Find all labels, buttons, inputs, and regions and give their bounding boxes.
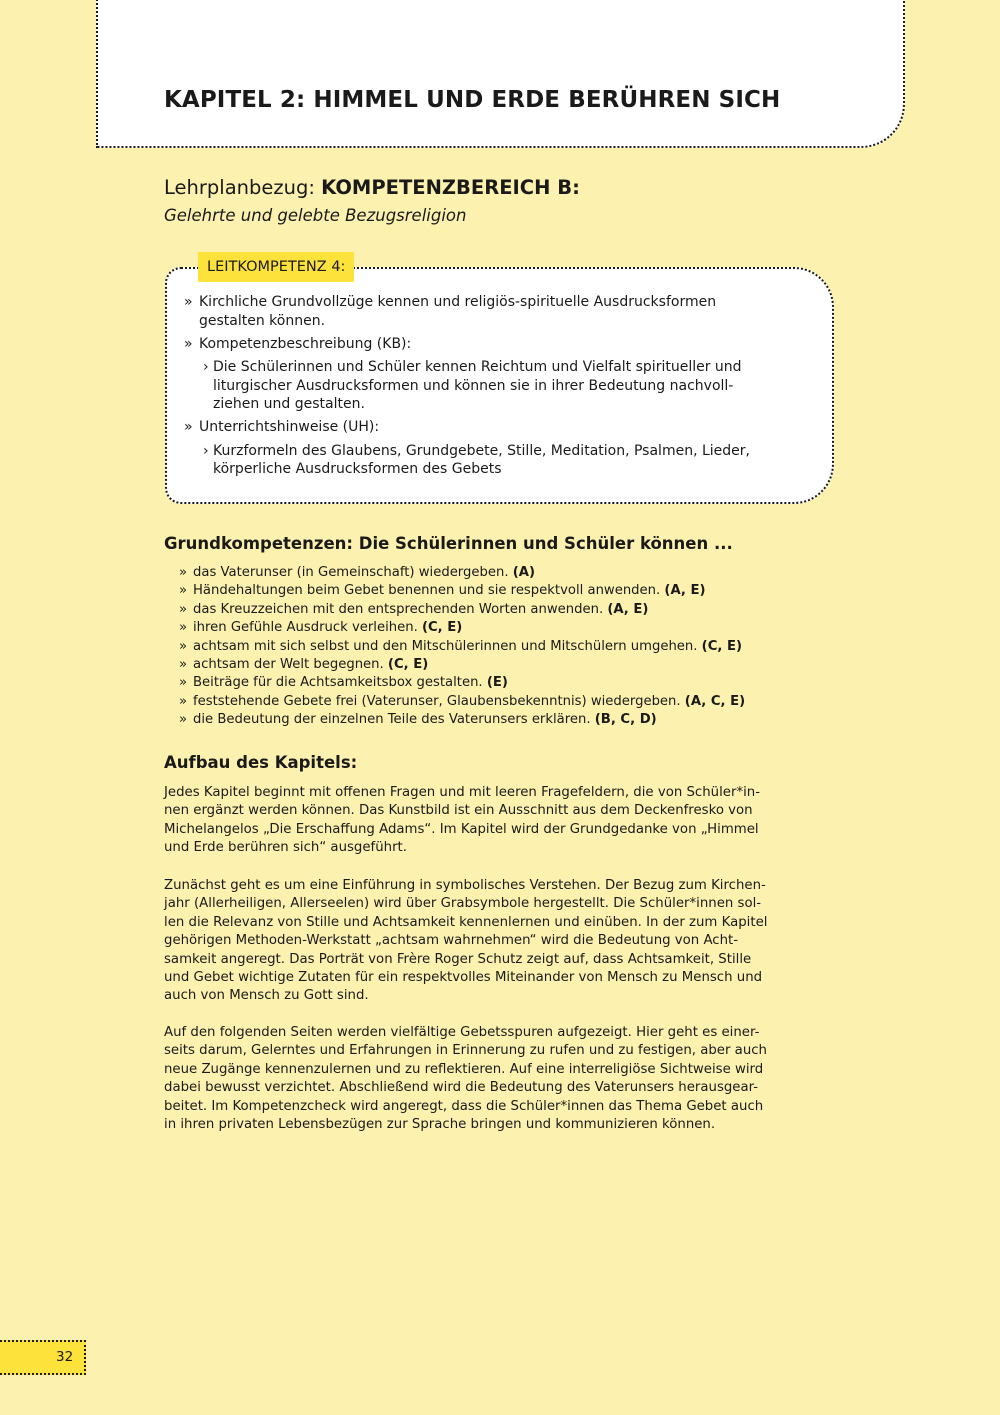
- leitkompetenz-item-uh: Unterrichtshinweise (UH):: [199, 419, 380, 435]
- aufbau-paragraph-3: Auf den folgenden Seiten werden vielfältige Gebetsspuren aufgezeigt. Hier geht es einer- seits darum, Gelerntes und Erfahrungen in Erinnerung zu rufen und zu festigen, aber auch neue Zugänge kennenzulernen und zu reflektieren. Auf eine interreligiöse Sichtweise wird dabei bewusst verzichtet. Abschließend wird die Bedeutung des Vaterunsers herausgear- beitet. Im Kompetenzcheck wird angeregt, dass die Schüler*innen das Thema Gebet auch in ihren privaten Lebensbezügen zur Sprache bringen und kommunizieren können.: [164, 1025, 767, 1133]
- list-item: [179, 619, 799, 637]
- list-item-tag: (A, E): [607, 601, 649, 617]
- aufbau-heading: Aufbau des Kapitels:: [164, 753, 358, 772]
- list-item-text: Beiträge für die Achtsamkeitsbox gestalten.: [193, 675, 487, 691]
- leitkompetenz-item-1-line-2: gestalten können.: [199, 313, 326, 329]
- list-item-text: feststehende Gebete frei (Vaterunser, Glaubensbekenntnis) wiedergeben.: [193, 693, 685, 709]
- uh-text-line-2: körperliche Ausdrucksformen des Gebets: [213, 461, 502, 477]
- list-item: [179, 711, 799, 729]
- list-marker: »: [179, 620, 188, 636]
- list-item-tag: (A, C, E): [684, 693, 746, 709]
- page-number: 32: [56, 1349, 74, 1365]
- list-marker: »: [179, 712, 188, 728]
- list-item: [179, 693, 799, 711]
- bullet-marker: »: [184, 336, 193, 352]
- list-item-text: das Vaterunser (in Gemeinschaft) wiedergeben.: [193, 565, 513, 580]
- aufbau-paragraph-1: Jedes Kapitel beginnt mit offenen Fragen und mit leeren Fragefeldern, die von Schüler*in- nen ergänzt werden können. Das Kunstbild ist ein Ausschnitt aus dem Deckenfresko von Michelangelos „Die Erschaffung Adams“. Im Kapitel wird der Grundgedanke von „Himmel und Erde berühren sich“ ausgeführt.: [164, 785, 761, 856]
- bullet-marker: »: [184, 419, 193, 435]
- list-item-text: ihren Gefühle Ausdruck verleihen.: [193, 620, 422, 636]
- list-item: [179, 564, 799, 582]
- list-item-text: die Bedeutung der einzelnen Teile des Vaterunsers erklären.: [193, 712, 595, 728]
- list-item-text: achtsam mit sich selbst und den Mitschülerinnen und Mitschülern umgehen.: [193, 638, 702, 654]
- list-item-tag: (E): [486, 675, 508, 691]
- list-item: [179, 638, 799, 656]
- grundkompetenzen-heading: Grundkompetenzen: Die Schülerinnen und Schüler können ...: [164, 534, 733, 553]
- kompetenzbereich-label: KOMPETENZBEREICH B:: [321, 176, 580, 199]
- list-item-tag: (C, E): [387, 657, 429, 673]
- list-item-tag: (B, C, D): [594, 712, 657, 728]
- aufbau-paragraph-2: Zunächst geht es um eine Einführung in symbolisches Verstehen. Der Bezug zum Kirchen- jahr (Allerheiligen, Allerseelen) wird über Grabsymbole hergestellt. Die Schüler*innen sol- len die Relevanz von Stille und Achtsamkeit kennenlernen und einüben. In der zum Kapitel gehörigen Methoden-Werkstatt „achtsam wahrnehmen“ wird die Bedeutung von Acht- samkeit angeregt. Das Porträt von Frère Roger Schutz zeigt auf, dass Achtsamkeit, Stille und Gebet wichtige Zutaten für ein respektvolles Miteinander von Mensch zu Mensch und auch von Mensch zu Gott sind.: [164, 878, 768, 1004]
- chapter-title: KAPITEL 2: HIMMEL UND ERDE BERÜHREN SICH: [164, 87, 781, 113]
- lehrplan-heading: [164, 176, 580, 199]
- list-marker: »: [179, 565, 188, 580]
- uh-text-line-1: Kurzformeln des Glaubens, Grundgebete, Stille, Meditation, Psalmen, Lieder,: [213, 443, 750, 459]
- list-item-tag: (C, E): [701, 638, 743, 654]
- chapter-title-box: [96, 0, 905, 148]
- leitkompetenz-item-1-line-1: Kirchliche Grundvollzüge kennen und religiös-spirituelle Ausdrucksformen: [199, 294, 717, 310]
- lehrplan-subtitle: Gelehrte und gelebte Bezugsreligion: [164, 206, 467, 225]
- list-item: [179, 601, 799, 619]
- bullet-marker: »: [184, 294, 193, 310]
- list-marker: »: [179, 657, 188, 673]
- list-item-text: achtsam der Welt begegnen.: [193, 657, 388, 673]
- sub-bullet-marker: ›: [203, 359, 209, 375]
- kb-text-line-2: liturgischer Ausdrucksformen und können sie in ihrer Bedeutung nachvoll-: [213, 378, 734, 394]
- kb-text-line-3: ziehen und gestalten.: [213, 396, 365, 412]
- sub-bullet-marker: ›: [203, 443, 209, 459]
- list-item-tag: (A): [512, 565, 535, 580]
- list-marker: »: [179, 693, 188, 709]
- lehrplan-prefix: Lehrplanbezug:: [164, 176, 322, 199]
- leitkompetenz-tag: LEITKOMPETENZ 4:: [198, 252, 354, 282]
- list-item-tag: (C, E): [421, 620, 463, 636]
- list-marker: »: [179, 601, 188, 617]
- list-marker: »: [179, 638, 188, 654]
- list-item-text: Händehaltungen beim Gebet benennen und sie respektvoll anwenden.: [193, 583, 665, 599]
- list-item: [179, 656, 799, 674]
- list-item-tag: (A, E): [664, 583, 706, 599]
- grundkompetenzen-list: [179, 564, 799, 730]
- list-item: [179, 582, 799, 600]
- list-marker: »: [179, 675, 188, 691]
- kb-text-line-1: Die Schülerinnen und Schüler kennen Reichtum und Vielfalt spiritueller und: [213, 359, 742, 375]
- list-item: [179, 674, 799, 692]
- leitkompetenz-item-kb: Kompetenzbeschreibung (KB):: [199, 336, 412, 352]
- list-item-text: das Kreuzzeichen mit den entsprechenden Worten anwenden.: [193, 601, 608, 617]
- list-marker: »: [179, 583, 188, 599]
